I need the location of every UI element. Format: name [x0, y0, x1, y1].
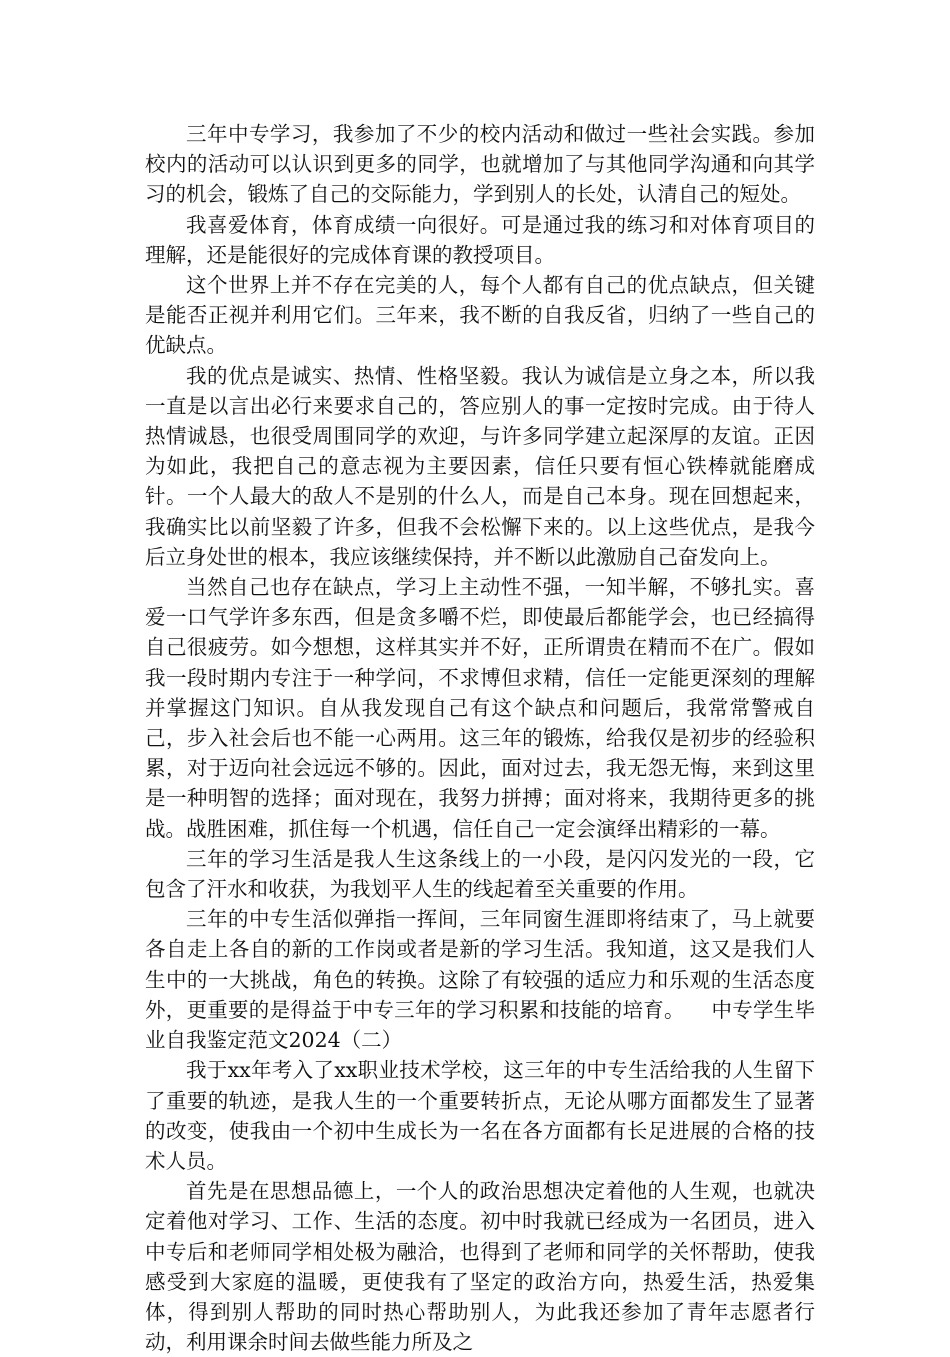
- paragraph-6: 三年的学习生活是我人生这条线上的一小段，是闪闪发光的一段，它包含了汗水和收获，为我划平人生的线起着至关重要的作用。: [145, 846, 815, 902]
- paragraph-2: 我喜爱体育，体育成绩一向很好。可是通过我的练习和对体育项目的理解，还是能很好的完成体育课的教授项目。: [145, 212, 815, 267]
- paragraph-7: [145, 904, 815, 1055]
- document-body: [145, 119, 815, 1357]
- paragraph-3: 这个世界上并不存在完美的人，每个人都有自己的优点缺点，但关键是能否正视并利用它们。三年来，我不断的自我反省，归纳了一些自己的优缺点。: [145, 273, 815, 358]
- paragraph-1: 三年中专学习，我参加了不少的校内活动和做过一些社会实践。参加校内的活动可以认识到更多的同学，也就增加了与其他同学沟通和向其学习的机会，锻炼了自己的交际能力，学到别人的长处，认清自己的短处。: [145, 122, 815, 207]
- paragraph-9: 首先是在思想品德上，一个人的政治思想决定着他的人生观，也就决定着他对学习、工作、生活的态度。初中时我就已经成为一名团员，进入中专后和老师同学相处极为融洽，也得到了老师和同学的关怀帮助，使我感受到大家庭的温暖，更使我有了坚定的政治方向，热爱生活，热爱集体，得到别人帮助的同时热心帮助别人，为此我还参加了青年志愿者行动，利用课余时间去做些能力所及之: [145, 1179, 815, 1355]
- paragraph-5: 当然自己也存在缺点，学习上主动性不强，一知半解，不够扎实。喜爱一口气学许多东西，但是贪多嚼不烂，即使最后都能学会，也已经搞得自己很疲劳。如今想想，这样其实并不好，正所谓贵在精而不在广。假如我一段时期内专注于一种学问，不求博但求精，信任一定能更深刻的理解并掌握这门知识。自从我发现自己有这个缺点和问题后，我常常警戒自己，步入社会后也不能一心两用。这三年的锻炼，给我仅是初步的经验积累，对于迈向社会远远不够的。因此，面对过去，我无怨无悔，来到这里是一种明智的选择；面对现在，我努力拼搏；面对将来，我期待更多的挑战。战胜困难，抓住每一个机遇，信任自己一定会演绎出精彩的一幕。: [145, 575, 815, 841]
- paragraph-4: 我的优点是诚实、热情、性格坚毅。我认为诚信是立身之本，所以我一直是以言出必行来要求自己的，答应别人的事一定按时完成。由于待人热情诚恳，也很受周围同学的欢迎，与许多同学建立起深厚的友谊。正因为如此，我把自己的意志视为主要因素，信任只要有恒心铁棒就能磨成针。一个人最大的敌人不是别的什么人，而是自己本身。现在回想起来，我确实比以前坚毅了许多，但我不会松懈下来的。以上这些优点，是我今后立身处世的根本，我应该继续保持，并不断以此激励自己奋发向上。: [145, 363, 815, 569]
- paragraph-7-text: 三年的中专生活似弹指一挥间，三年同窗生涯即将结束了，马上就要各自走上各自的新的工作岗或者是新的学习生活。我知道，这又是我们人生中的一大挑战，角色的转换。这除了有较强的适应力和乐观的生活态度外，更重要的是得益于中专三年的学习积累和技能的培育。: [145, 907, 815, 1022]
- section-heading: 中专学生毕业自我鉴定范文2024（二）: [145, 997, 816, 1053]
- paragraph-8: 我于xx年考入了xx职业技术学校，这三年的中专生活给我的人生留下了重要的轨迹，是我人生的一个重要转折点，无论从哪方面都发生了显著的改变，使我由一个初中生成长为一名在各方面都有长足进展的合格的技术人员。: [145, 1058, 815, 1173]
